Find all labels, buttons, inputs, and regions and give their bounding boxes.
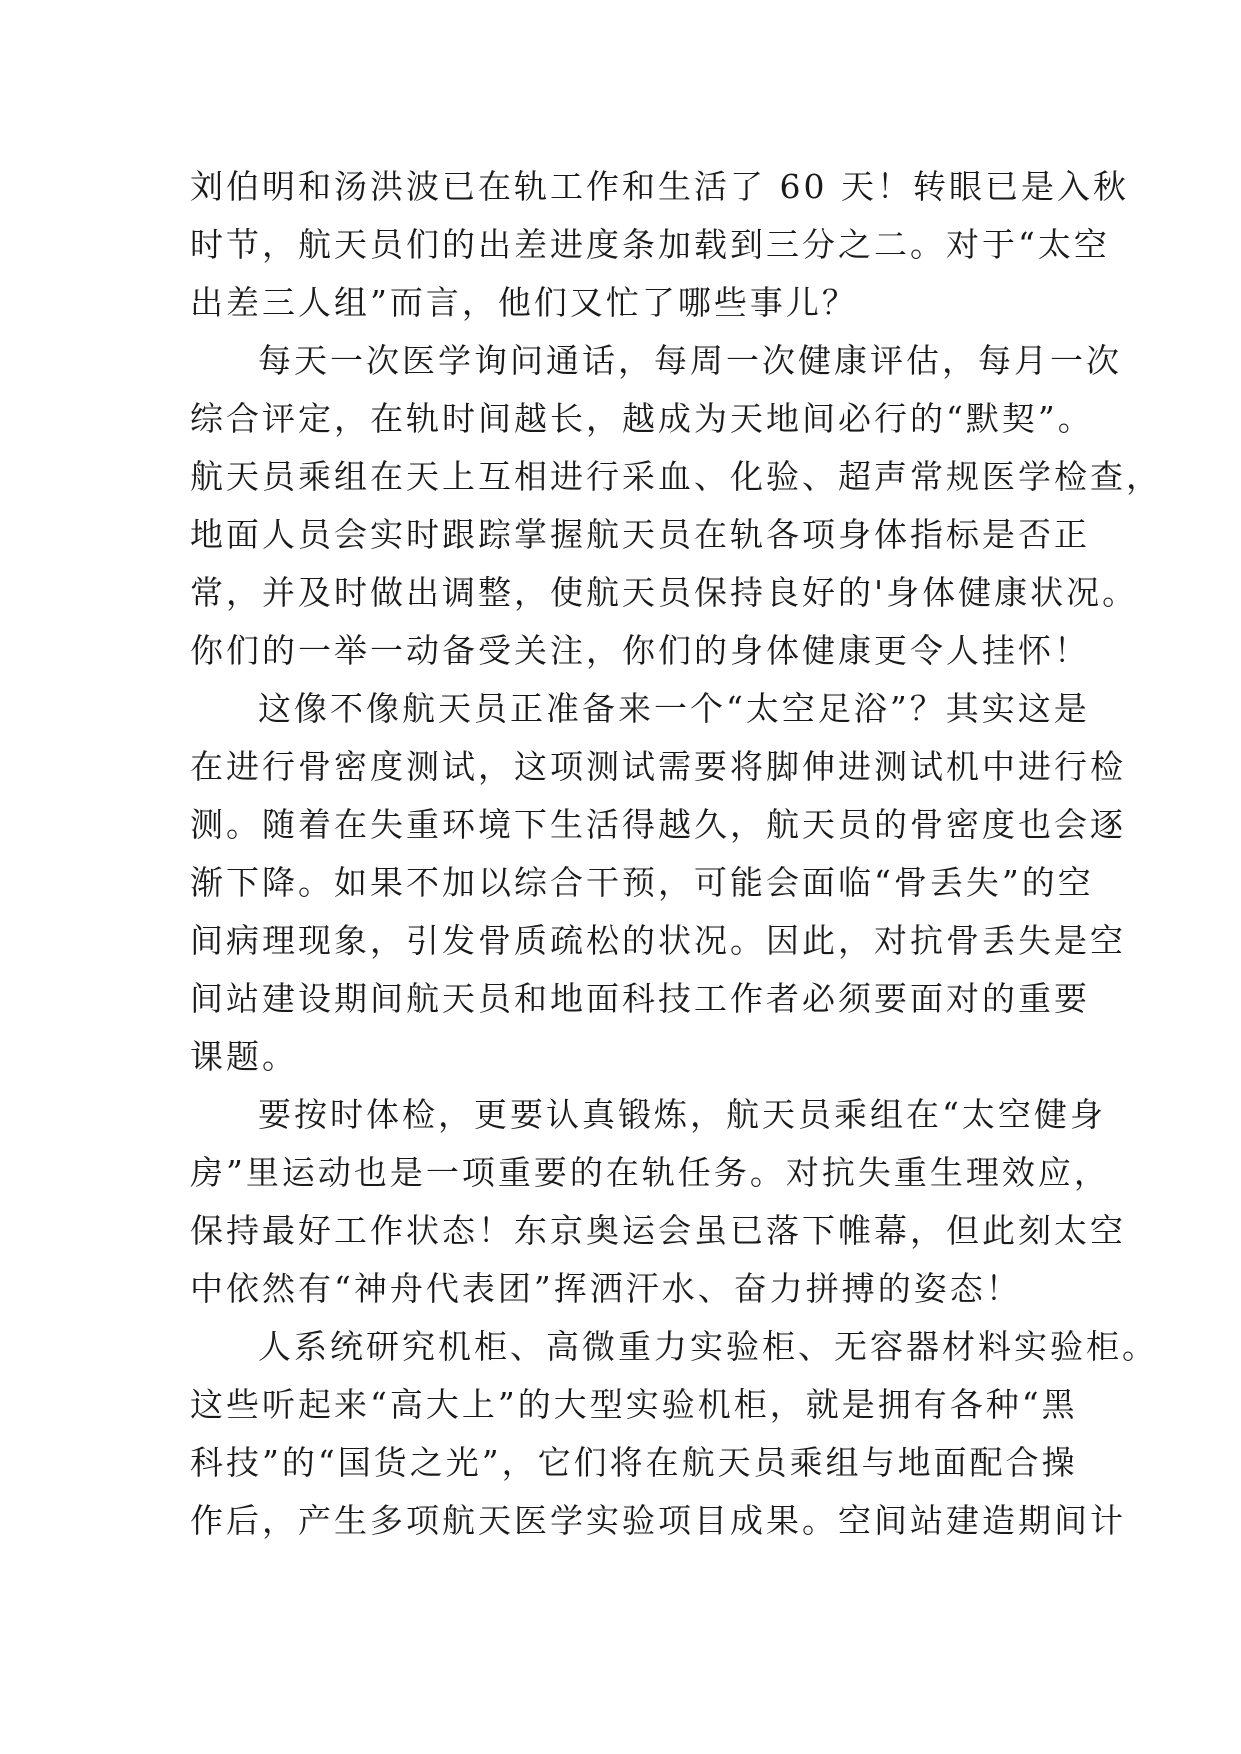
text-line-24: 作后，产生多项航天医学实验项目成果。空间站建造期间计 bbox=[190, 1501, 1126, 1540]
text-line-20: 中依然有“神舟代表团”挥洒汗水、奋力拼搏的姿态！ bbox=[190, 1269, 1022, 1308]
text-line-13: 渐下降。如果不加以综合干预，可能会面临“骨丢失”的空 bbox=[190, 863, 1094, 902]
article-body bbox=[190, 158, 1162, 1550]
text-line-4: 每天一次医学询问通话，每周一次健康评估，每月一次 bbox=[258, 341, 1122, 380]
text-line-16: 课题。 bbox=[190, 1037, 298, 1076]
text-line-1: 刘伯明和汤洪波已在轨工作和生活了 60 天！转眼已是入秋 bbox=[190, 167, 1129, 206]
text-line-2: 时节，航天员们的出差进度条加载到三分之二。对于“太空 bbox=[190, 225, 1110, 264]
text-line-18: 房”里运动也是一项重要的在轨任务。对抗失重生理效应， bbox=[190, 1153, 1110, 1192]
text-line-17: 要按时体检，更要认真锻炼，航天员乘组在“太空健身 bbox=[258, 1095, 1106, 1134]
text-line-6: 航天员乘组在天上互相进行采血、化验、超声常规医学检查， bbox=[190, 457, 1162, 496]
text-line-11: 在进行骨密度测试，这项测试需要将脚伸进测试机中进行检 bbox=[190, 747, 1126, 786]
text-line-8: 常，并及时做出调整，使航天员保持良好的'身体健康状况。 bbox=[190, 573, 1139, 612]
text-line-12: 测。随着在失重环境下生活得越久，航天员的骨密度也会逐 bbox=[190, 805, 1126, 844]
text-line-9: 你们的一举一动备受关注，你们的身体健康更令人挂怀！ bbox=[190, 631, 1090, 670]
text-line-23: 科技”的“国货之光”，它们将在航天员乘组与地面配合操 bbox=[190, 1443, 1078, 1482]
text-line-21: 人系统研究机柜、高微重力实验柜、无容器材料实验柜。 bbox=[258, 1327, 1158, 1366]
text-line-22: 这些听起来“高大上”的大型实验机柜，就是拥有各种“黑 bbox=[190, 1385, 1078, 1424]
text-line-19: 保持最好工作状态！东京奥运会虽已落下帷幕，但此刻太空 bbox=[190, 1211, 1126, 1250]
text-line-7: 地面人员会实时跟踪掌握航天员在轨各项身体指标是否正 bbox=[190, 515, 1090, 554]
text-line-15: 间站建设期间航天员和地面科技工作者必须要面对的重要 bbox=[190, 979, 1090, 1018]
text-line-10: 这像不像航天员正准备来一个“太空足浴”？其实这是 bbox=[258, 689, 1090, 728]
text-line-5: 综合评定，在轨时间越长，越成为天地间必行的“默契”。 bbox=[190, 399, 1094, 438]
text-line-14: 间病理现象，引发骨质疏松的状况。因此，对抗骨丢失是空 bbox=[190, 921, 1126, 960]
text-line-3: 出差三人组”而言，他们又忙了哪些事儿？ bbox=[190, 283, 858, 322]
